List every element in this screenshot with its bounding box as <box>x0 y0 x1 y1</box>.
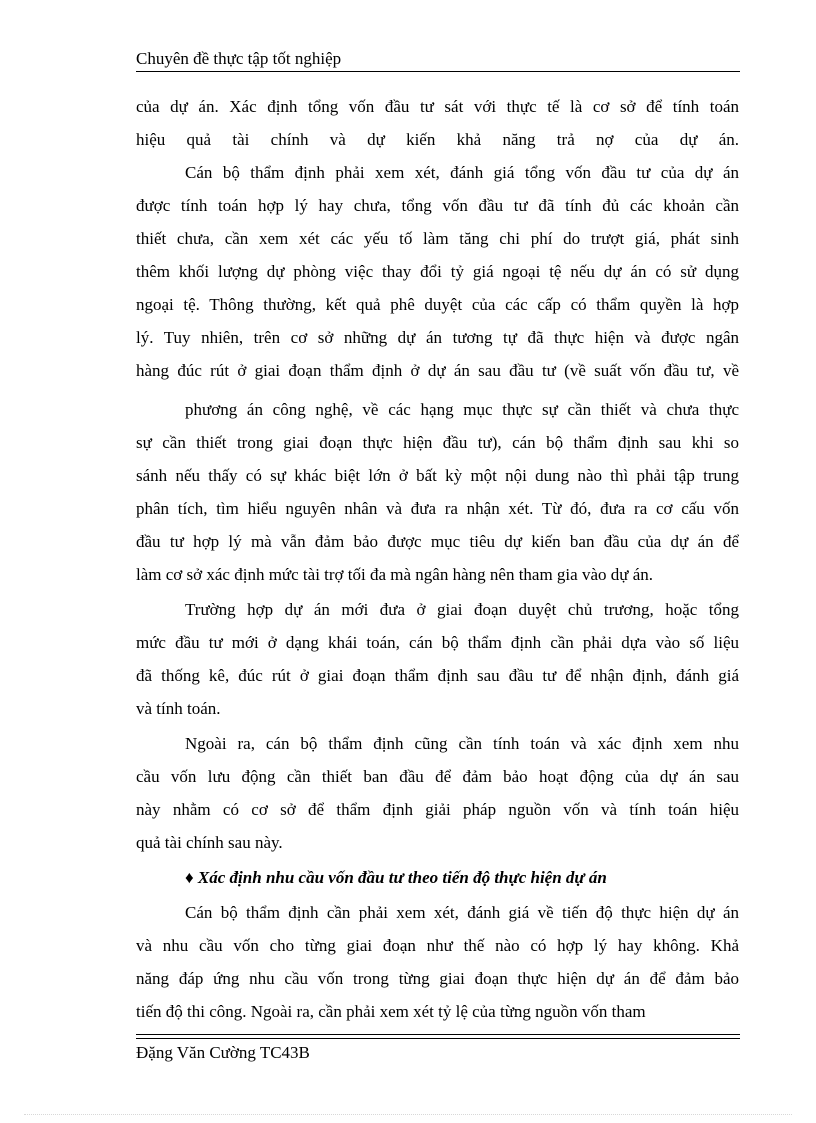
body-line: năng đáp ứng nhu cầu vốn trong từng giai đoạn thực hiện dự án để đảm bảo <box>136 969 739 988</box>
body-line: ngoại tệ. Thông thường, kết quả phê duyệt của các cấp có thẩm quyền là hợp <box>136 295 739 314</box>
body-line: phương án công nghệ, về các hạng mục thực sự cần thiết và chưa thực <box>185 400 739 419</box>
body-line: và nhu cầu vốn cho từng giai đoạn như thế nào có hợp lý hay không. Khả <box>136 936 739 955</box>
body-line: và tính toán. <box>136 699 221 718</box>
body-line: Cán bộ thẩm định cần phải xem xét, đánh giá về tiến độ thực hiện dự án <box>185 903 739 922</box>
body-line: đã thống kê, đúc rút ở giai đoạn thẩm định sau đầu tư để nhận định, đánh giá <box>136 666 739 685</box>
body-line: hiệu quả tài chính và dự kiến khả năng trả nợ của dự án. <box>136 130 739 149</box>
running-footer-author: Đặng Văn Cường TC43B <box>136 1043 310 1062</box>
body-line: phân tích, tìm hiểu nguyên nhân và đưa ra nhận xét. Từ đó, đưa ra cơ cấu vốn <box>136 499 739 518</box>
body-line: Trường hợp dự án mới đưa ở giai đoạn duyệt chủ trương, hoặc tổng <box>185 600 739 619</box>
body-line: của dự án. Xác định tổng vốn đầu tư sát với thực tế là cơ sở để tính toán <box>136 97 739 116</box>
body-line: lý. Tuy nhiên, trên cơ sở những dự án tương tự đã thực hiện và được ngân <box>136 328 739 347</box>
body-line: thiết chưa, cần xem xét các yếu tố làm tăng chi phí do trượt giá, phát sinh <box>136 229 739 248</box>
section-heading: ♦ Xác định nhu cầu vốn đầu tư theo tiến độ thực hiện dự án <box>185 868 607 887</box>
running-header-title: Chuyên đề thực tập tốt nghiệp <box>136 49 342 68</box>
body-line: được tính toán hợp lý hay chưa, tổng vốn đầu tư đã tính đủ các khoản cần <box>136 196 739 215</box>
body-line: sự cần thiết trong giai đoạn thực hiện đầu tư), cán bộ thẩm định sau khi so <box>136 433 739 452</box>
body-line: sánh nếu thấy có sự khác biệt lớn ở bất kỳ một nội dung nào thì phải tập trung <box>136 466 739 485</box>
body-line: quả tài chính sau này. <box>136 833 283 852</box>
footer-divider <box>136 1038 740 1039</box>
body-line: cầu vốn lưu động cần thiết ban đầu để đảm bảo hoạt động của dự án sau <box>136 767 739 786</box>
body-line: Ngoài ra, cán bộ thẩm định cũng cần tính toán và xác định xem nhu <box>185 734 739 753</box>
footer-divider <box>136 1034 740 1035</box>
body-line: làm cơ sở xác định mức tài trợ tối đa mà ngân hàng nên tham gia vào dự án. <box>136 565 654 584</box>
body-line: này nhằm có cơ sở để thẩm định giải pháp nguồn vốn và tính toán hiệu <box>136 800 739 819</box>
body-line: thêm khối lượng dự phòng việc thay đổi tỷ giá ngoại tệ nếu dự án có sử dụng <box>136 262 739 281</box>
body-line: đầu tư hợp lý mà vẫn đảm bảo được mục tiêu dự kiến ban đầu của dự án để <box>136 532 739 551</box>
body-line: hàng đúc rút ở giai đoạn thẩm định ở dự án sau đầu tư (về suất vốn đầu tư, về <box>136 361 739 380</box>
header-divider <box>136 71 740 72</box>
page-bottom-border <box>24 1114 792 1115</box>
body-line: Cán bộ thẩm định phải xem xét, đánh giá tổng vốn đầu tư của dự án <box>185 163 739 182</box>
body-line: tiến độ thi công. Ngoài ra, cần phải xem xét tỷ lệ của từng nguồn vốn tham <box>136 1002 646 1021</box>
body-line: mức đầu tư mới ở dạng khái toán, cán bộ thẩm định cần phải dựa vào số liệu <box>136 633 739 652</box>
